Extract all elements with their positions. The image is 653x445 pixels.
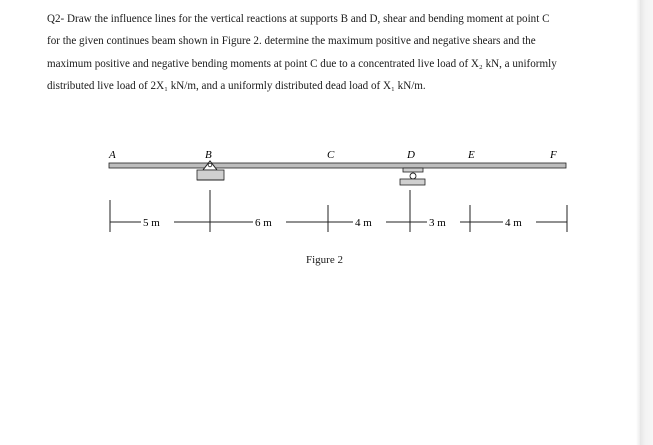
point-label-b: B <box>205 149 212 161</box>
span-label-ef <box>503 214 536 229</box>
point-label-d: D <box>407 149 415 161</box>
point-label-c: C <box>327 149 335 161</box>
span-label-bc <box>253 214 286 229</box>
point-label-f: F <box>550 149 557 161</box>
beam <box>109 163 566 168</box>
page-edge <box>640 0 653 445</box>
point-label-e: E <box>468 149 475 161</box>
svg-text:5 m: 5 m <box>143 217 160 229</box>
question-line-2: for the given continues beam shown in Figure 2. determine the maximum positive and negative shears and the <box>47 35 536 48</box>
figure-caption: Figure 2 <box>306 254 343 266</box>
svg-text:4 m: 4 m <box>505 217 522 229</box>
span-label-ab <box>141 214 174 229</box>
svg-text:3 m: 3 m <box>429 217 446 229</box>
span-label-cd <box>353 214 386 229</box>
span-label-de <box>427 214 460 229</box>
question-line-4: distributed live load of 2X₁ kN/m, and a uniformly distributed dead load of X₁ kN/m. <box>47 79 426 92</box>
roller-support-d <box>400 168 425 185</box>
question-line-3: maximum positive and negative bending moments at point C due to a concentrated live load of X₂ kN, a uniformly <box>47 57 557 70</box>
question-line-1: Q2- Draw the influence lines for the vertical reactions at supports B and D, shear and bending moment at point C <box>47 13 550 25</box>
point-label-a: A <box>109 149 116 161</box>
svg-text:6 m: 6 m <box>255 217 272 229</box>
svg-text:4 m: 4 m <box>355 217 372 229</box>
dimension-line <box>110 190 567 232</box>
